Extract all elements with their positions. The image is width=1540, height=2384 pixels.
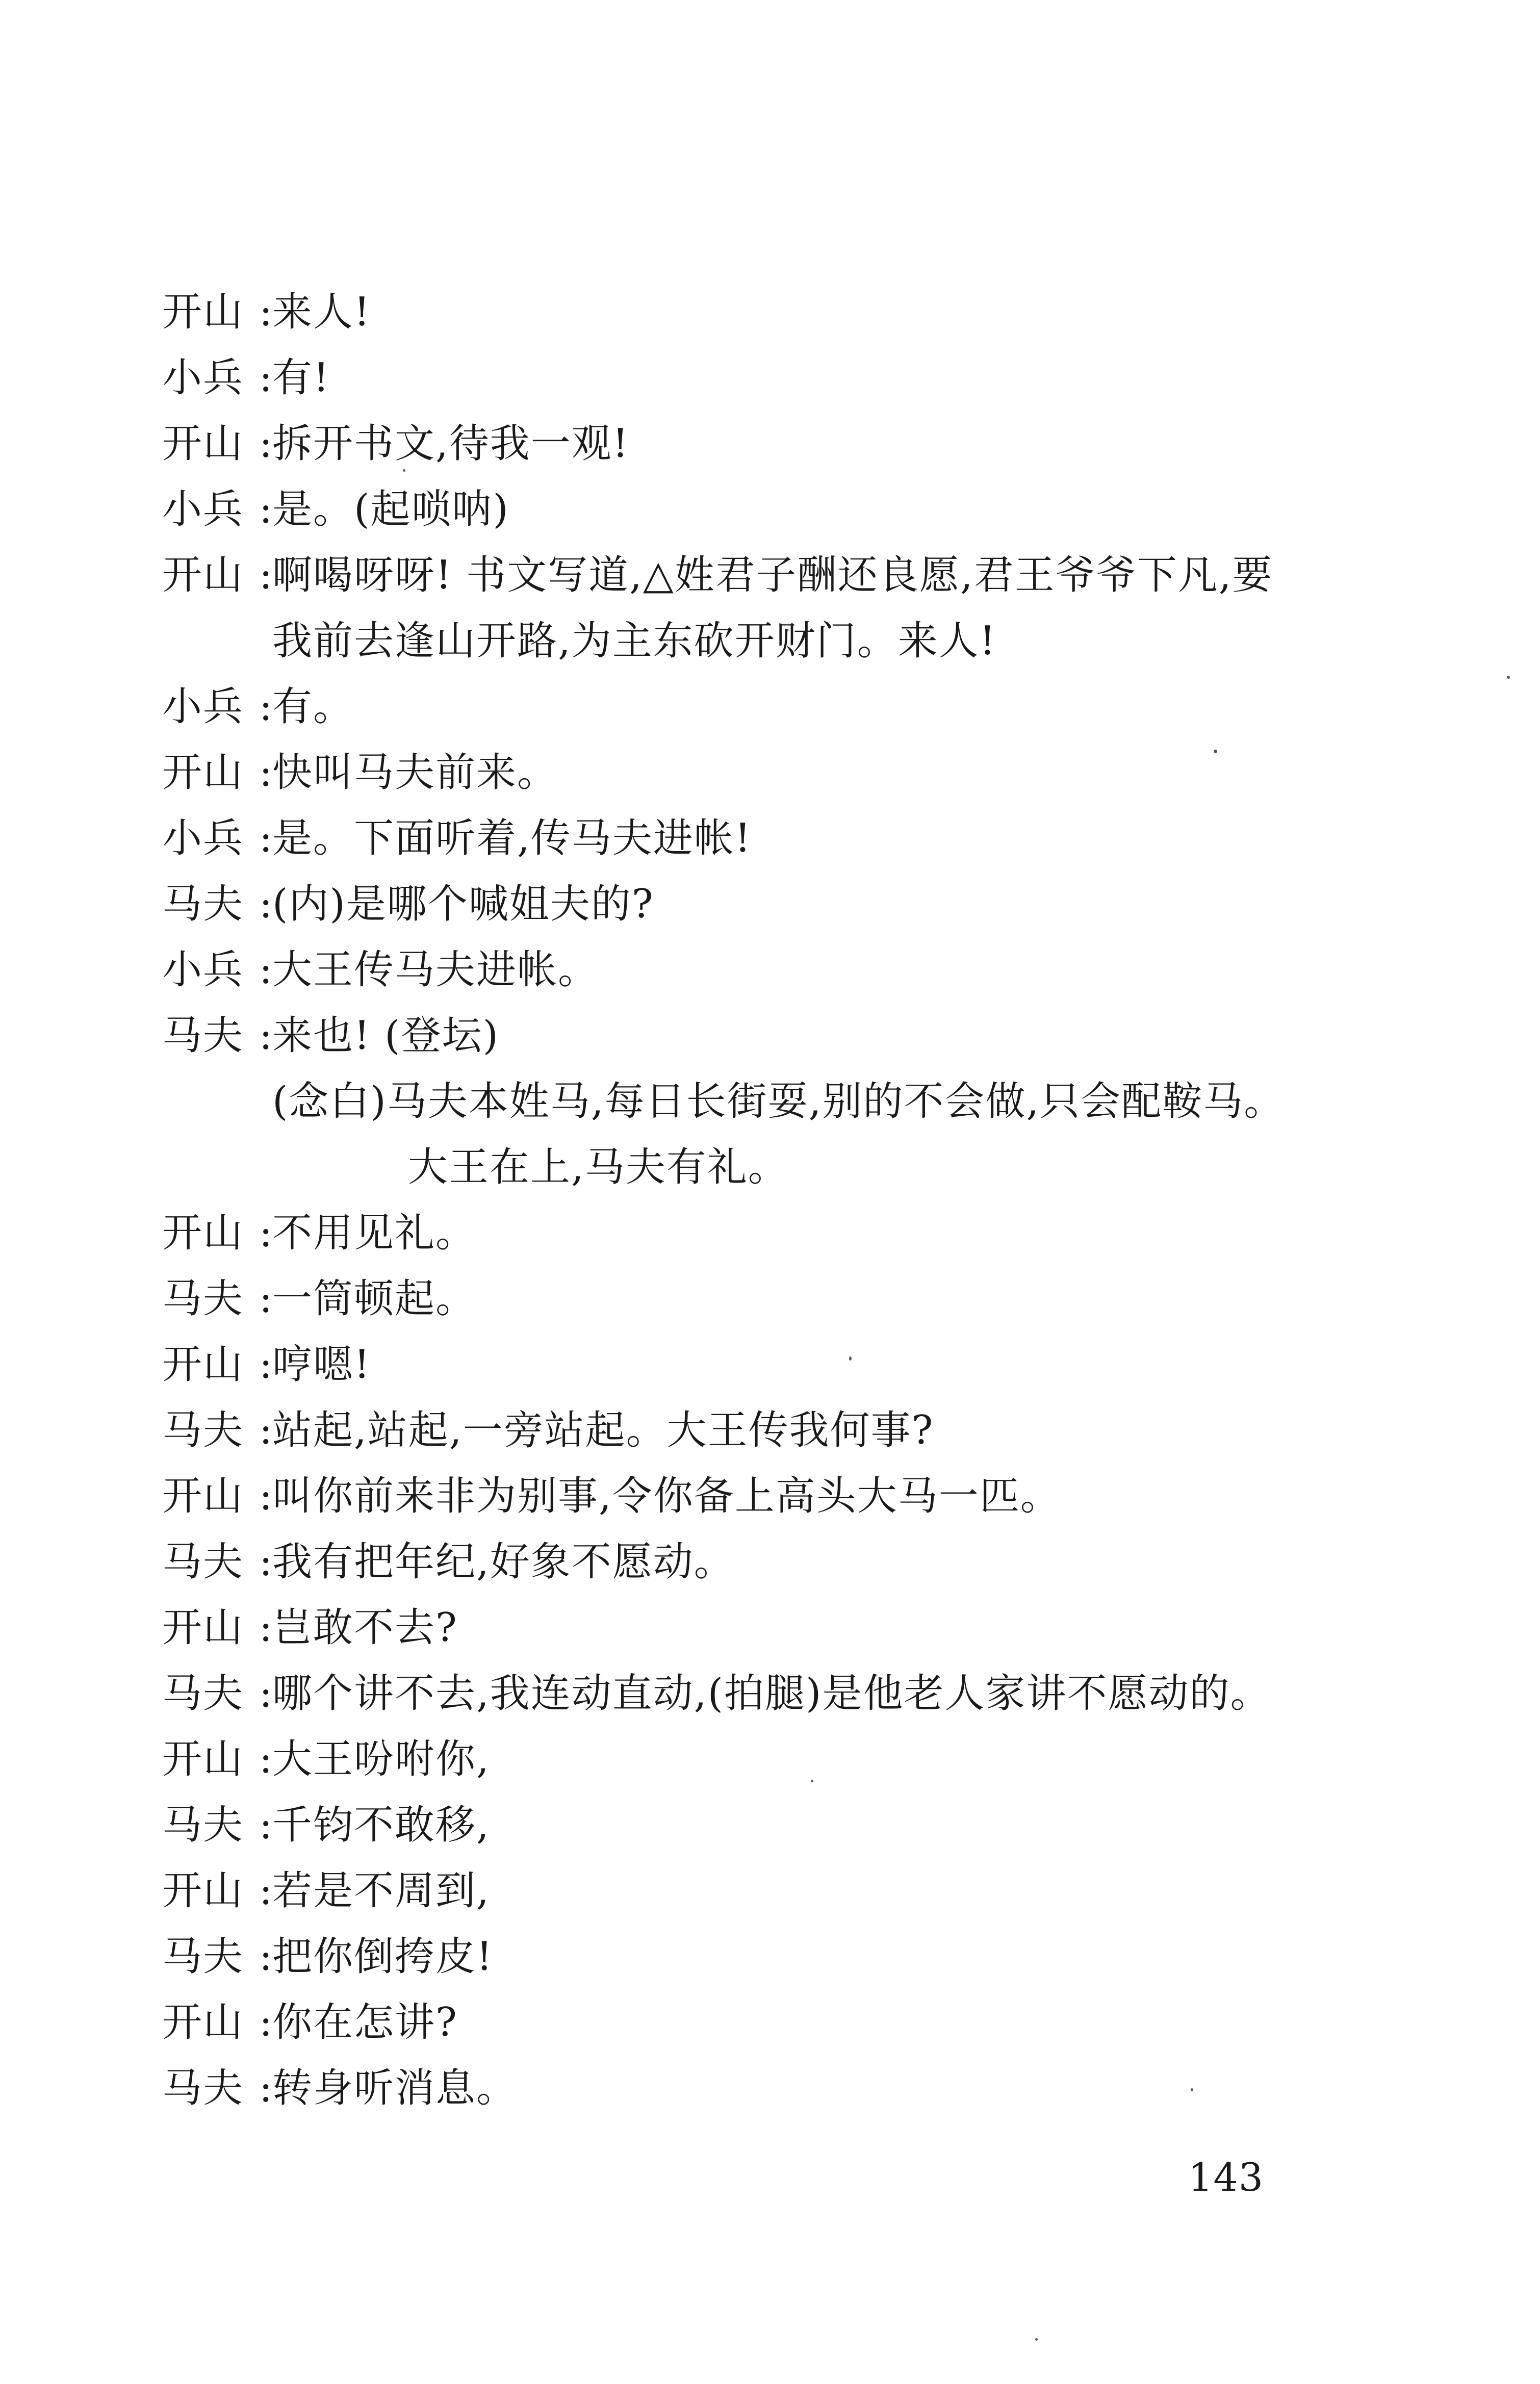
speaker-colon: : xyxy=(259,552,274,598)
dialogue-line xyxy=(162,1398,1396,1464)
speech-text: (内)是哪个喊姐夫的? xyxy=(272,881,654,927)
speaker-colon: : xyxy=(259,684,274,730)
speech-text: 一筒顿起。 xyxy=(272,1276,477,1322)
dialogue-line xyxy=(162,1727,1396,1792)
speaker-colon: : xyxy=(259,2000,274,2045)
speaker-name: 开山 xyxy=(162,421,244,467)
dialogue-line xyxy=(162,1858,1396,1924)
speaker-name: 马夫 xyxy=(162,1013,244,1059)
speaker-colon: : xyxy=(259,289,274,335)
speaker-name: 开山 xyxy=(162,1736,244,1782)
speech-text: 哪个讲不去,我连动直动,(拍腿)是他老人家讲不愿动的。 xyxy=(272,1671,1271,1716)
speaker-name: 马夫 xyxy=(162,1934,244,1980)
dialogue-line xyxy=(162,1332,1396,1398)
speech-text: 来人! xyxy=(272,289,371,335)
speaker-name: 马夫 xyxy=(162,1407,244,1453)
dialogue-line xyxy=(162,674,1396,740)
speaker-colon: : xyxy=(259,1210,274,1256)
speaker-colon: : xyxy=(259,2065,274,2111)
speech-continuation: 我前去逢山开路,为主东砍开财门。来人! xyxy=(272,618,997,664)
speaker-colon: : xyxy=(259,1671,274,1716)
speech-text: 若是不周到, xyxy=(272,1868,490,1914)
dialogue-line xyxy=(162,740,1396,806)
recited-verse: (念白)马夫本姓马,每日长街耍,别的不会做,只会配鞍马。 xyxy=(272,1079,1285,1124)
speaker-name: 小兵 xyxy=(162,355,244,401)
speech-text: 把你倒挎皮! xyxy=(272,1934,494,1980)
speaker-name: 小兵 xyxy=(162,486,244,532)
dialogue-line xyxy=(162,279,1396,345)
speaker-name: 小兵 xyxy=(162,815,244,861)
speaker-name: 马夫 xyxy=(162,1539,244,1585)
dialogue-line xyxy=(162,345,1396,411)
dialogue-line xyxy=(162,1661,1396,1727)
dialogue-line xyxy=(162,937,1396,1003)
speech-text: 站起,站起,一旁站起。大王传我何事? xyxy=(272,1407,934,1453)
speaker-colon: : xyxy=(259,815,274,861)
speaker-colon: : xyxy=(259,1276,274,1322)
speech-text: 大王吩咐你, xyxy=(272,1736,490,1782)
speaker-name: 开山 xyxy=(162,1868,244,1914)
dialogue-line xyxy=(162,1595,1396,1661)
speech-text: 岂敢不去? xyxy=(272,1605,458,1651)
speech-text: 大王传马夫进帐。 xyxy=(272,947,599,993)
script-body xyxy=(162,279,1396,2121)
scan-speck xyxy=(1507,676,1510,679)
speaker-name: 马夫 xyxy=(162,2065,244,2111)
speaker-colon: : xyxy=(259,1407,274,1453)
speaker-name: 马夫 xyxy=(162,1671,244,1716)
dialogue-line xyxy=(162,1792,1396,1858)
speaker-colon: : xyxy=(259,1605,274,1651)
dialogue-line xyxy=(162,1266,1396,1332)
speech-text: 有。 xyxy=(272,684,354,730)
speaker-colon: : xyxy=(259,1342,274,1388)
dialogue-line xyxy=(162,806,1396,871)
dialogue-line xyxy=(162,543,1396,608)
speaker-colon: : xyxy=(259,750,274,796)
dialogue-line xyxy=(162,1990,1396,2056)
dialogue-line xyxy=(162,1464,1396,1529)
speaker-name: 小兵 xyxy=(162,684,244,730)
dialogue-line xyxy=(162,1003,1396,1069)
speaker-colon: : xyxy=(259,1736,274,1782)
dialogue-line xyxy=(162,1200,1396,1266)
speaker-colon: : xyxy=(259,881,274,927)
speaker-name: 开山 xyxy=(162,552,244,598)
dialogue-line xyxy=(162,1924,1396,1990)
speaker-colon: : xyxy=(259,1473,274,1519)
speech-text: 拆开书文,待我一观! xyxy=(272,421,630,467)
speech-text: 来也! (登坛) xyxy=(272,1013,500,1059)
speech-text: 千钧不敢移, xyxy=(272,1802,490,1848)
speech-text: 我有把年纪,好象不愿动。 xyxy=(272,1539,735,1585)
page-number: 143 xyxy=(1188,2155,1264,2200)
speech-text: 叫你前来非为别事,令你备上高头大马一匹。 xyxy=(272,1473,1061,1519)
dialogue-line xyxy=(162,477,1396,543)
dialogue-line xyxy=(162,411,1396,477)
speaker-name: 开山 xyxy=(162,1473,244,1519)
speaker-name: 开山 xyxy=(162,2000,244,2045)
scan-speck xyxy=(1214,750,1217,753)
scan-speck xyxy=(403,469,405,472)
scan-speck xyxy=(1191,2088,1193,2091)
dialogue-line xyxy=(162,2056,1396,2121)
speaker-name: 小兵 xyxy=(162,947,244,993)
speaker-colon: : xyxy=(259,421,274,467)
speaker-colon: : xyxy=(259,1934,274,1980)
speaker-name: 开山 xyxy=(162,289,244,335)
speech-text: 啊喝呀呀! 书文写道,△姓君子酬还良愿,君王爷爷下凡,要 xyxy=(272,552,1273,598)
dialogue-line xyxy=(162,871,1396,937)
speaker-colon: : xyxy=(259,486,274,532)
speaker-name: 开山 xyxy=(162,750,244,796)
speaker-colon: : xyxy=(259,1802,274,1848)
speaker-colon: : xyxy=(259,1539,274,1585)
speech-text: 是。(起唢呐) xyxy=(272,486,509,532)
dialogue-line xyxy=(162,1529,1396,1595)
speech-text: 不用见礼。 xyxy=(272,1210,477,1256)
verse-second-line: 大王在上,马夫有礼。 xyxy=(408,1144,789,1190)
speech-text: 快叫马夫前来。 xyxy=(272,750,558,796)
speaker-colon: : xyxy=(259,947,274,993)
scan-speck xyxy=(1035,2338,1038,2341)
speech-text: 转身听消息。 xyxy=(272,2065,518,2111)
scan-speck xyxy=(811,1780,813,1782)
speech-text: 你在怎讲? xyxy=(272,2000,458,2045)
speaker-colon: : xyxy=(259,1868,274,1914)
speaker-colon: : xyxy=(259,1013,274,1059)
speaker-name: 开山 xyxy=(162,1342,244,1388)
speaker-name: 马夫 xyxy=(162,1802,244,1848)
speaker-colon: : xyxy=(259,355,274,401)
speech-text: 是。下面听着,传马夫进帐! xyxy=(272,815,752,861)
speaker-name: 马夫 xyxy=(162,881,244,927)
speaker-name: 开山 xyxy=(162,1605,244,1651)
scan-speck xyxy=(849,1356,852,1361)
speaker-name: 马夫 xyxy=(162,1276,244,1322)
speech-text: 有! xyxy=(272,355,330,401)
speaker-name: 开山 xyxy=(162,1210,244,1256)
speech-text: 哼嗯! xyxy=(272,1342,371,1388)
